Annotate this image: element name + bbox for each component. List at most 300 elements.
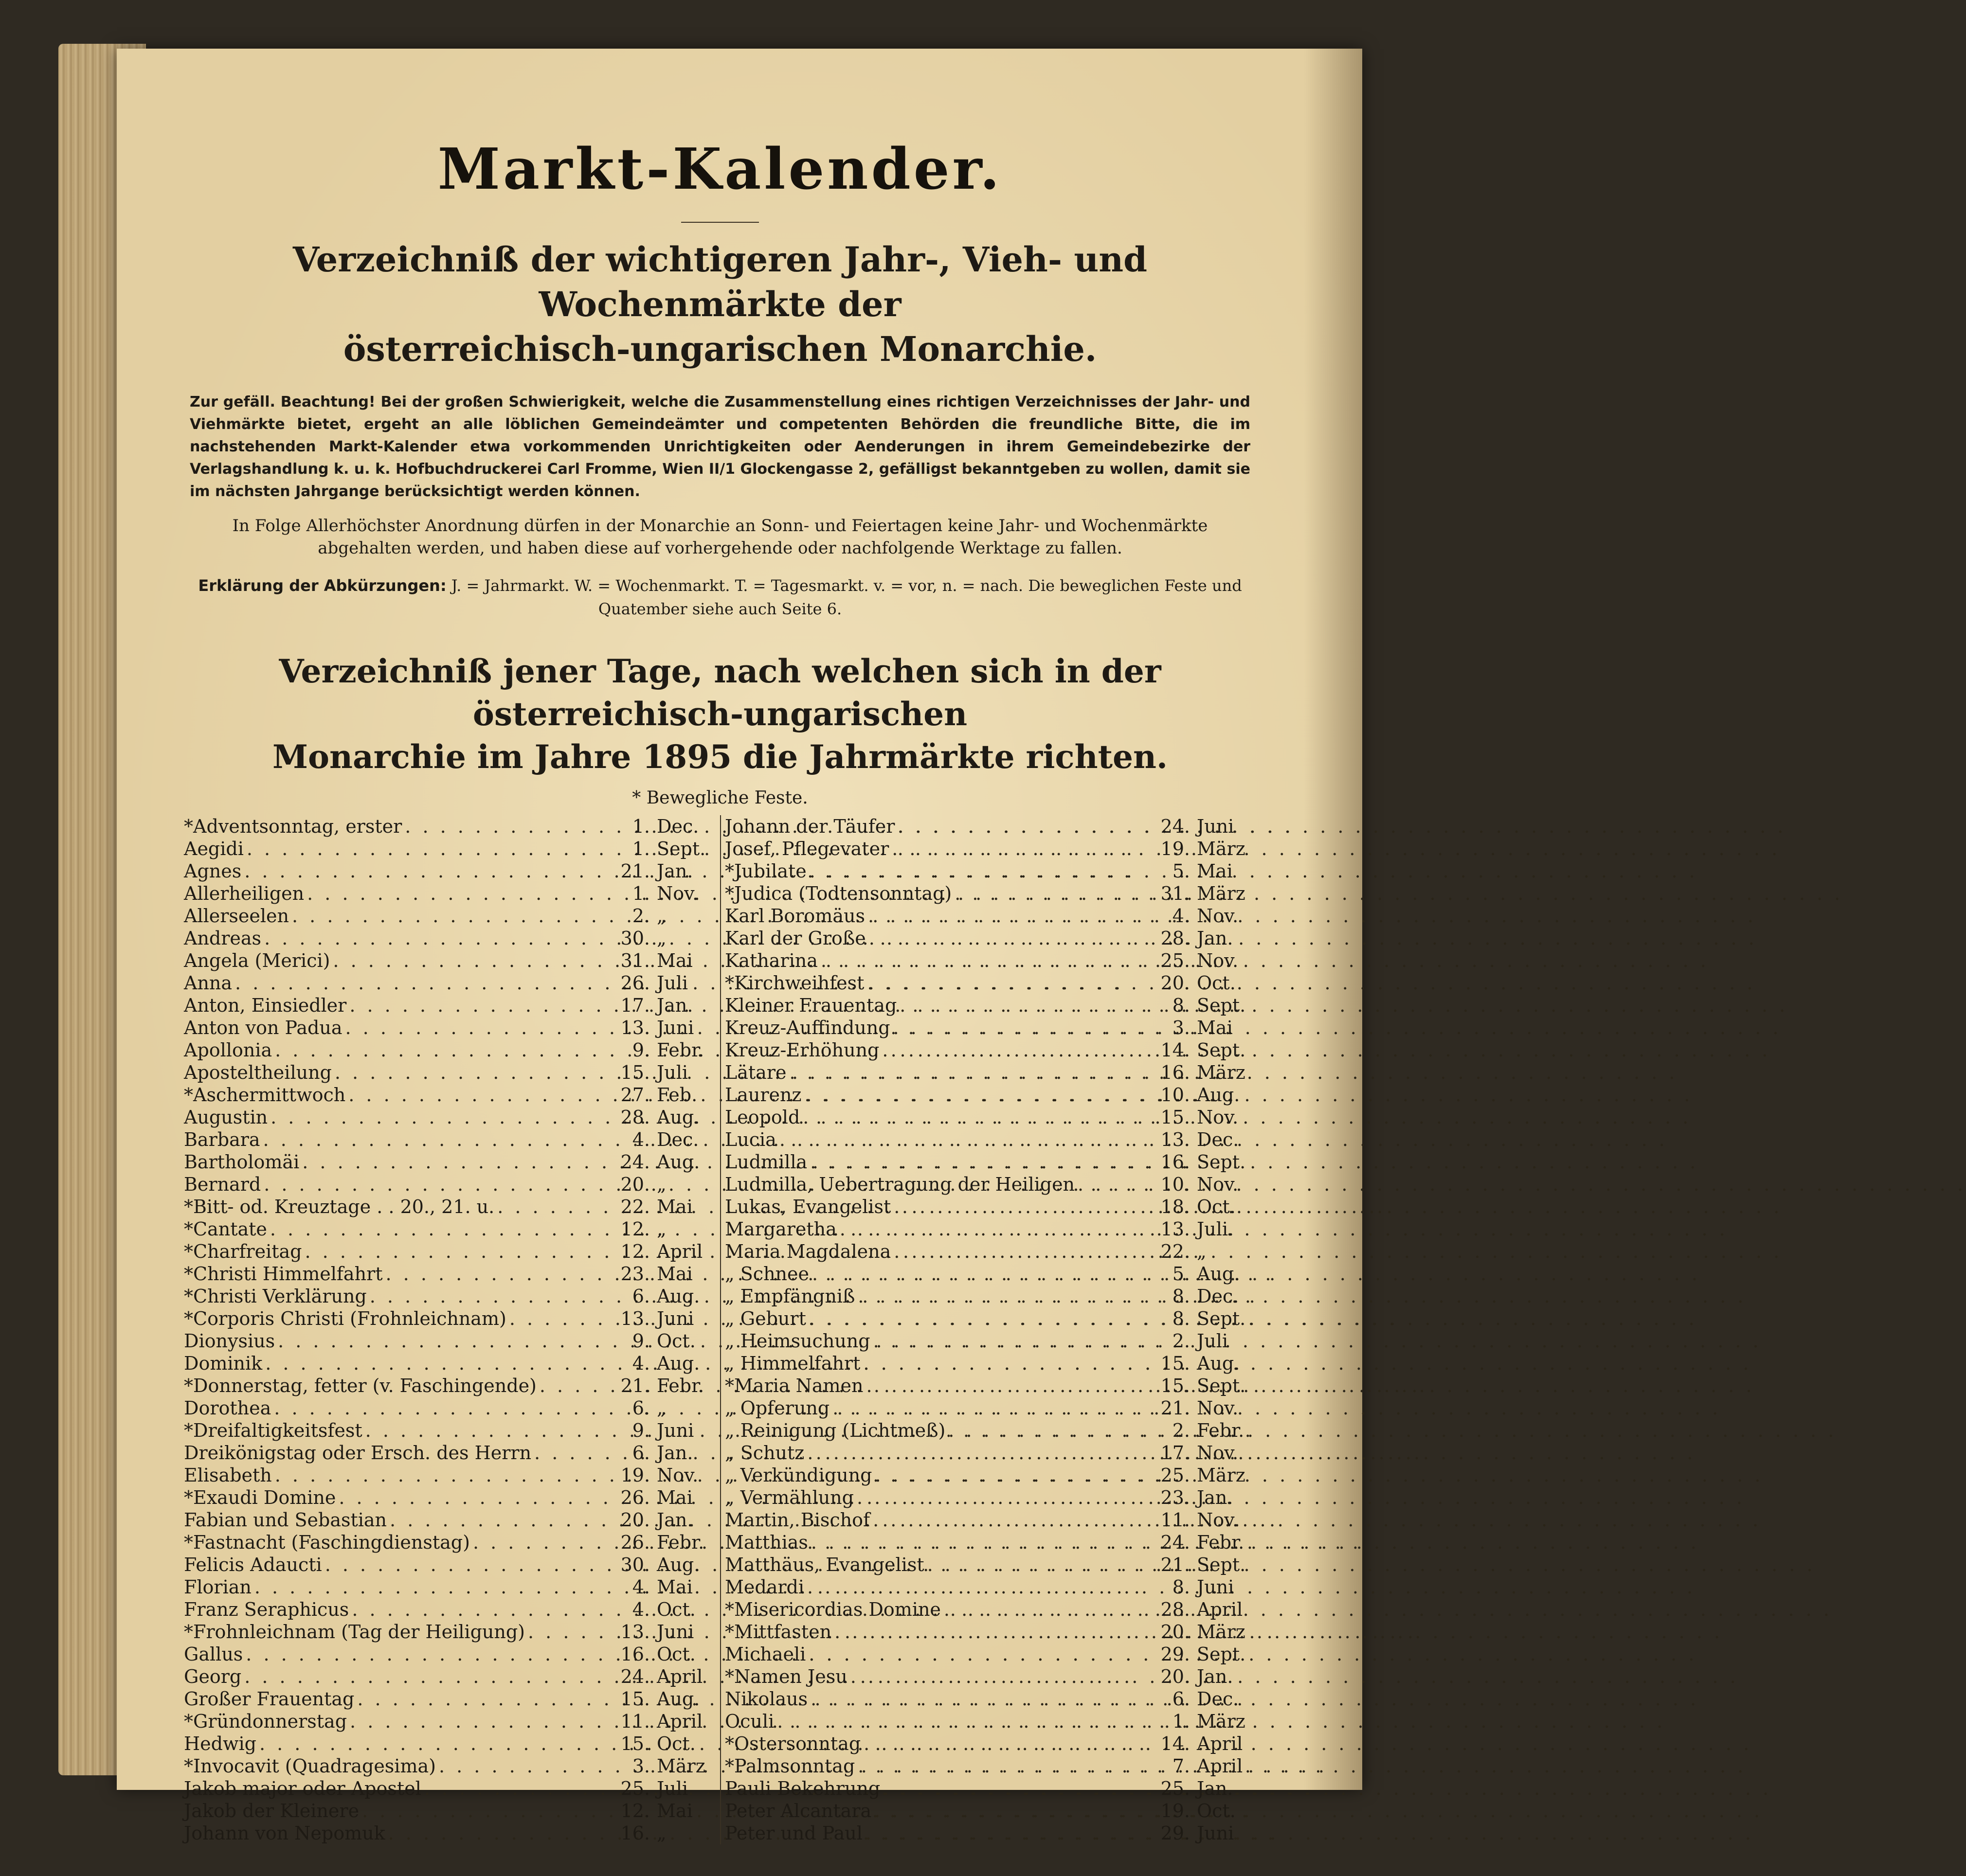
abbreviations-paragraph	[190, 574, 1250, 621]
feast-name: Josef, Pflegevater	[725, 838, 889, 859]
feast-entry	[725, 1464, 1250, 1486]
feast-name: „ Empfängniß	[725, 1286, 855, 1307]
leader-dots	[1075, 1173, 1151, 1196]
feast-name: *Namen Jesu	[725, 1666, 848, 1687]
feast-name: Georg	[184, 1666, 242, 1687]
feast-entry	[184, 1464, 710, 1486]
feast-name: Michaeli	[725, 1644, 806, 1665]
feast-entry	[184, 1017, 710, 1039]
feast-month: Jan.	[657, 860, 693, 882]
feast-day: 6.	[632, 1442, 650, 1464]
feast-name: Dreikönigstag oder Ersch. des Herrn	[184, 1442, 532, 1464]
feast-entry	[184, 1307, 710, 1330]
feast-day: 15.	[1160, 1353, 1190, 1374]
feast-day: 13.	[1160, 1218, 1190, 1240]
feast-entry	[184, 860, 710, 882]
feast-name: Matthäus, Evangelist	[725, 1554, 924, 1575]
feast-name: Laurenz	[725, 1084, 802, 1106]
feast-name: Oculi	[725, 1711, 775, 1732]
feast-day: 25.	[1160, 1778, 1190, 1799]
leader-dots	[383, 1263, 612, 1285]
feast-day: 16.	[620, 1822, 650, 1844]
feast-day: 30.	[620, 1554, 650, 1575]
leader-dots	[861, 1733, 1151, 1755]
feast-name: *Ostersonntag	[725, 1733, 861, 1754]
leader-dots	[848, 1665, 1151, 1688]
feast-day: 20.	[620, 1509, 650, 1531]
feast-name: Ludmilla, Uebertragung der Heiligen	[725, 1174, 1075, 1195]
leader-dots	[421, 1777, 611, 1800]
leader-dots	[470, 1531, 611, 1554]
feast-day: 15.	[620, 1733, 650, 1754]
feast-day: 6.	[632, 1286, 650, 1307]
feast-entry	[184, 1240, 710, 1263]
feast-name: Kreuz-Auffindung	[725, 1017, 890, 1038]
feast-name: *Misericordias Domine	[725, 1599, 941, 1620]
feast-name: Nikolaus	[725, 1688, 808, 1710]
feast-month: „	[657, 1397, 667, 1419]
feast-month: März	[1197, 1465, 1245, 1486]
feast-name: Lätare	[725, 1062, 787, 1083]
feast-day: 20.	[620, 1174, 650, 1195]
feast-name: Agnes	[184, 860, 242, 882]
feast-month: „	[657, 1218, 667, 1240]
feast-entry	[184, 1733, 710, 1755]
feast-day: 4.	[632, 1599, 650, 1620]
feast-month: Juni	[657, 1420, 694, 1441]
feast-entry	[725, 1218, 1250, 1240]
feast-month: Oct.	[657, 1599, 696, 1620]
feast-day: 13.	[620, 1017, 650, 1038]
feast-name: *Donnerstag, fetter (v. Faschingende)	[184, 1375, 537, 1396]
feast-entry	[725, 860, 1250, 882]
feast-month: Aug.	[1197, 1263, 1240, 1285]
leader-dots	[802, 1084, 1151, 1106]
feast-entry	[725, 1531, 1250, 1554]
feast-day: 14.	[1160, 1733, 1190, 1754]
feast-name: *Mittfasten	[725, 1621, 832, 1643]
feast-month: März	[1197, 1621, 1245, 1643]
feast-day: 11.	[620, 1711, 650, 1732]
feast-entry	[725, 838, 1250, 860]
feast-name: Anton von Padua	[184, 1017, 343, 1038]
feast-month: Dec.	[1197, 1286, 1239, 1307]
leader-dots	[837, 1218, 1151, 1240]
feast-entry	[184, 838, 710, 860]
feast-name: *Exaudi Domine	[184, 1487, 336, 1508]
feast-day: 7.	[1172, 1755, 1190, 1777]
leader-dots	[776, 1128, 1151, 1151]
feast-day: 2.	[632, 905, 650, 927]
leader-dots	[807, 1151, 1151, 1173]
feast-name: Kleiner Frauentag	[725, 995, 897, 1016]
feast-name: *Gründonnerstag	[184, 1711, 347, 1732]
feast-entry	[184, 1822, 710, 1844]
leader-dots	[332, 1061, 611, 1084]
feast-name: Johann der Täufer	[725, 816, 895, 837]
feast-name: Bernard	[184, 1174, 261, 1195]
feast-name: Leopold	[725, 1107, 800, 1128]
leader-dots	[387, 1509, 611, 1531]
feast-day: 19.	[1160, 1800, 1190, 1822]
feast-month: Dec.	[1197, 1688, 1239, 1710]
feast-entry	[725, 994, 1250, 1017]
feast-month: „	[1197, 1241, 1207, 1262]
leader-dots	[863, 1822, 1151, 1844]
feast-day: 25.	[620, 1778, 650, 1799]
list-heading-line-2: Monarchie im Jahre 1895 die Jahrmärkte richten.	[272, 738, 1168, 776]
feast-entry	[184, 905, 710, 927]
feast-entry	[725, 1307, 1250, 1330]
feast-month: März	[1197, 883, 1245, 904]
feast-day: 12.	[620, 1218, 650, 1240]
feast-month: Mai	[657, 1196, 693, 1217]
feast-entry	[184, 1710, 710, 1733]
feast-entry	[725, 1106, 1250, 1128]
feast-name: Johann von Nepomuk	[184, 1822, 385, 1844]
feast-day: 24.	[1160, 1532, 1190, 1553]
leader-dots	[244, 838, 611, 860]
feast-month: April	[1197, 1733, 1243, 1754]
feast-name: Gallus	[184, 1644, 243, 1665]
feast-day: 24.	[1160, 816, 1190, 837]
feast-month: Oct.	[657, 1644, 696, 1665]
feast-month: Febr.	[1197, 1532, 1245, 1553]
leader-dots	[275, 1330, 611, 1352]
feast-day: 8.	[1172, 1576, 1190, 1598]
leader-dots	[494, 1196, 611, 1218]
feast-month: Nov.	[1197, 1107, 1239, 1128]
feast-day: 9.	[632, 1330, 650, 1352]
feast-month: März	[1197, 1062, 1245, 1083]
leader-dots	[864, 972, 1151, 994]
feast-entry	[725, 927, 1250, 949]
feast-day: 14.	[1160, 1039, 1190, 1061]
feast-entry	[184, 1352, 710, 1375]
feast-name: Hedwig	[184, 1733, 256, 1754]
feast-month: Mai	[657, 1263, 693, 1285]
feast-month: März	[1197, 1711, 1245, 1732]
leader-dots	[879, 1039, 1151, 1061]
leader-dots	[804, 1576, 1151, 1598]
feast-entry	[725, 1576, 1250, 1598]
feast-entry	[184, 1106, 710, 1128]
feast-day: 29.	[1160, 1644, 1190, 1665]
feast-entry	[184, 1598, 710, 1621]
feast-day: 24.	[620, 1666, 650, 1687]
feast-day: 1.	[632, 883, 650, 904]
feast-month: Aug.	[1197, 1084, 1240, 1106]
feast-name: *Palmsonntag	[725, 1755, 855, 1777]
feast-entry	[725, 1822, 1250, 1844]
feast-entry	[725, 1509, 1250, 1531]
feast-month: Aug.	[657, 1353, 700, 1374]
feast-name: Bartholomäi	[184, 1151, 300, 1173]
feast-name: *Charfreitag	[184, 1241, 302, 1262]
feast-entry	[725, 1128, 1250, 1151]
feast-name: „ Himmelfahrt	[725, 1353, 861, 1374]
feast-name: Margaretha	[725, 1218, 837, 1240]
feast-day: 31.	[620, 950, 650, 971]
feast-month: Juni	[657, 1308, 694, 1329]
feast-month: Jan.	[657, 1509, 693, 1531]
feast-day: 15.	[620, 1062, 650, 1083]
leader-dots	[831, 1621, 1151, 1643]
leader-dots	[349, 1598, 611, 1621]
leader-dots	[806, 1643, 1151, 1665]
feast-entry	[184, 1621, 710, 1643]
leader-dots	[322, 1554, 611, 1576]
feast-month: Mai	[657, 1800, 693, 1822]
feast-month: Mai	[657, 950, 693, 971]
feast-month: Febr.	[657, 1039, 704, 1061]
leader-dots	[531, 1442, 611, 1464]
right-column	[720, 815, 1260, 1844]
feast-day: 9.	[632, 1039, 650, 1061]
feast-entry	[725, 1039, 1250, 1061]
feast-entry	[184, 1755, 710, 1777]
feast-month: Nov.	[1197, 1442, 1239, 1464]
feast-name: *Corporis Christi (Frohnleichnam)	[184, 1308, 506, 1329]
leader-dots	[261, 927, 611, 949]
leader-dots	[808, 1688, 1151, 1710]
leader-dots	[261, 1173, 611, 1196]
leader-dots	[864, 1375, 1151, 1397]
subtitle-line-1: Verzeichniß der wichtigeren Jahr-, Vieh- und Wochenmärkte der	[292, 239, 1148, 324]
feast-day: 15.	[1160, 1107, 1190, 1128]
feast-name: Dorothea	[184, 1397, 271, 1419]
leader-dots	[436, 1755, 611, 1777]
feast-month: April	[657, 1666, 703, 1687]
feast-day: 23.	[620, 1263, 650, 1285]
feast-day: 1.	[1172, 1711, 1190, 1732]
feast-month: März	[657, 1755, 705, 1777]
leader-dots	[865, 905, 1151, 927]
feast-name: Ludmilla	[725, 1151, 808, 1173]
leader-dots	[359, 1800, 611, 1822]
feast-name: *Bitt- od. Kreuztage . . 20., 21. u.	[184, 1196, 495, 1217]
feast-month: Dec.	[657, 1129, 699, 1150]
feast-entry	[184, 1442, 710, 1464]
feast-entry	[184, 1218, 710, 1240]
feast-month: Sept.	[1197, 995, 1246, 1016]
leader-dots	[806, 1307, 1151, 1330]
feast-month: Mai	[657, 1487, 693, 1508]
feast-day: 1.	[632, 838, 650, 859]
feast-entry	[725, 1688, 1250, 1710]
feast-entry	[725, 1733, 1250, 1755]
feast-month: Nov.	[657, 1465, 699, 1486]
feast-entry	[725, 1173, 1250, 1196]
feast-name: Anton, Einsiedler	[184, 995, 347, 1016]
feast-name: Maria Magdalena	[725, 1241, 891, 1262]
feast-entry	[725, 1710, 1250, 1733]
feast-entry	[725, 1554, 1250, 1576]
feast-name: Matthias	[725, 1532, 808, 1553]
feast-month: Jan.	[1197, 928, 1233, 949]
feast-entry	[725, 1755, 1250, 1777]
leader-dots	[537, 1375, 611, 1397]
feast-day: 23.	[1160, 1487, 1190, 1508]
leader-dots	[786, 1061, 1151, 1084]
leader-dots	[268, 1106, 611, 1128]
abbreviations-text: J. = Jahrmarkt. W. = Wochenmarkt. T. = Tagesmarkt. v. = vor, n. = nach. Die beweglichen Feste und Quatember siehe auch Seite 6.	[451, 576, 1242, 618]
feast-entry	[184, 1665, 710, 1688]
feast-entry	[184, 1800, 710, 1822]
feast-name: Jakob der Kleinere	[184, 1800, 360, 1822]
feast-entry	[184, 1061, 710, 1084]
leader-dots	[941, 1598, 1151, 1621]
leader-dots	[870, 1509, 1151, 1531]
leader-dots	[807, 860, 1151, 882]
leader-dots	[272, 1039, 611, 1061]
feast-entry	[184, 815, 710, 838]
feast-day: 4.	[632, 1576, 650, 1598]
feast-name: *Adventsonntag, erster	[184, 816, 402, 837]
feast-entry	[725, 1665, 1250, 1688]
feast-entry	[725, 1151, 1250, 1173]
feast-name: Karl Boromäus	[725, 905, 865, 927]
feast-entry	[184, 927, 710, 949]
feast-entry	[725, 1263, 1250, 1285]
feast-entry	[184, 1039, 710, 1061]
list-heading-line-1: Verzeichniß jener Tage, nach welchen sich in der österreichisch-ungarischen	[279, 652, 1161, 733]
feast-entry	[725, 1375, 1250, 1397]
feast-month: Oct.	[1197, 1800, 1236, 1822]
feast-month: Nov.	[1197, 1509, 1239, 1531]
leader-dots	[362, 1419, 611, 1442]
feast-name: Aposteltheilung	[184, 1062, 332, 1083]
feast-name: *Cantate	[184, 1218, 267, 1240]
feast-day: 20.	[1160, 1621, 1190, 1643]
feast-entry	[184, 1084, 710, 1106]
feast-entry	[184, 972, 710, 994]
leader-dots	[891, 1240, 1151, 1263]
leader-dots	[289, 905, 611, 927]
feast-month: Aug.	[657, 1286, 700, 1307]
feast-name: „ Heimsuchung	[725, 1330, 870, 1352]
feast-table	[180, 815, 1260, 1844]
feast-name: Aegidi	[184, 838, 244, 859]
feast-month: Jan.	[657, 995, 693, 1016]
feast-day: 13.	[620, 1308, 650, 1329]
leader-dots	[872, 1464, 1151, 1486]
feast-entry	[725, 1643, 1250, 1665]
feast-month: Sept.	[657, 838, 706, 859]
feast-day: 12.	[620, 1241, 650, 1262]
feast-name: Kreuz-Erhöhung	[725, 1039, 880, 1061]
leader-dots	[262, 1352, 611, 1375]
feast-month: Oct.	[657, 1733, 696, 1754]
feast-month: Oct.	[1197, 1196, 1236, 1217]
leader-dots	[952, 882, 1151, 905]
leader-dots	[870, 1330, 1151, 1352]
feast-entry	[725, 1598, 1250, 1621]
feast-entry	[725, 949, 1250, 972]
feast-entry	[725, 1486, 1250, 1509]
feast-month: Nov.	[1197, 950, 1239, 971]
list-heading	[180, 650, 1260, 778]
leader-dots	[800, 1106, 1151, 1128]
feast-day: 4.	[1172, 905, 1190, 927]
feast-entry	[184, 1554, 710, 1576]
feast-day: 13.	[1160, 1129, 1190, 1150]
feast-entry	[184, 1151, 710, 1173]
feast-name: Martin, Bischof	[725, 1509, 870, 1531]
feast-entry	[184, 1419, 710, 1442]
leader-dots	[854, 1486, 1151, 1509]
feast-entry	[184, 949, 710, 972]
feast-entry	[725, 1621, 1250, 1643]
feast-name: Allerheiligen	[184, 883, 305, 904]
feast-name: *Christi Verklärung	[184, 1286, 367, 1307]
feast-name: Großer Frauentag	[184, 1688, 355, 1710]
leader-dots	[945, 1419, 1151, 1442]
feast-entry	[725, 1397, 1250, 1419]
feast-day: 21.	[620, 860, 650, 882]
page-title: Markt-Kalender.	[437, 136, 1003, 202]
feast-month: „	[657, 928, 667, 949]
feast-month: Jan.	[1197, 1487, 1233, 1508]
leader-dots	[385, 1822, 611, 1844]
feast-month: Febr.	[657, 1532, 704, 1553]
feast-name: Anna	[184, 972, 233, 994]
feast-month: Oct.	[657, 1330, 696, 1352]
leader-dots	[871, 1800, 1151, 1822]
feast-name: Allerseelen	[184, 905, 289, 927]
feast-entry	[725, 1777, 1250, 1800]
feast-month: Juni	[1197, 1576, 1234, 1598]
feast-name: *Judica (Todtensonntag)	[725, 883, 952, 904]
feast-month: Juni	[657, 1017, 694, 1038]
feast-entry	[184, 1531, 710, 1554]
feast-month: Nov.	[1197, 1174, 1239, 1195]
feast-month: Juni	[1197, 1822, 1234, 1844]
feast-name: Elisabeth	[184, 1465, 272, 1486]
feast-day: 20.	[1160, 1666, 1190, 1687]
leader-dots	[241, 1665, 611, 1688]
feast-name: *Invocavit (Quadragesima)	[184, 1755, 436, 1777]
feast-day: 5.	[1172, 860, 1190, 882]
feast-day: 6.	[1172, 1688, 1190, 1710]
feast-name: „ Reinigung (Lichtmeß)	[725, 1420, 946, 1441]
leader-dots	[774, 1710, 1151, 1733]
feast-day: 19.	[620, 1465, 650, 1486]
feast-entry	[184, 994, 710, 1017]
feast-name: „ Verkündigung	[725, 1465, 872, 1486]
ordinance-paragraph: In Folge Allerhöchster Anordnung dürfen in der Monarchie an Sonn- und Feiertagen keine Jahr- und Wochenmärkte abgehalten werden, und haben diese auf vorhergehende oder nachfolgende Werktage zu fallen.	[232, 516, 1208, 558]
leader-dots	[402, 815, 611, 838]
feast-month: Mai	[657, 1576, 693, 1598]
feast-month: Oct.	[1197, 972, 1236, 994]
feast-day: 1.	[632, 816, 650, 837]
feast-entry	[725, 815, 1250, 838]
feast-day: 29.	[1160, 1822, 1190, 1844]
feast-day: 8.	[1172, 995, 1190, 1016]
leader-dots	[924, 1554, 1151, 1576]
feast-entry	[725, 972, 1250, 994]
feast-month: April	[1197, 1599, 1243, 1620]
feast-name: Peter Alcantara	[725, 1800, 872, 1822]
feast-entry	[725, 1800, 1250, 1822]
leader-dots	[804, 1442, 1151, 1464]
feast-name: Barbara	[184, 1129, 260, 1150]
feast-month: Juni	[1197, 816, 1234, 837]
feast-entry	[184, 1330, 710, 1352]
column-divider	[720, 815, 721, 1844]
feast-month: Nov.	[1197, 905, 1239, 927]
feast-day: 28.	[1160, 1599, 1190, 1620]
